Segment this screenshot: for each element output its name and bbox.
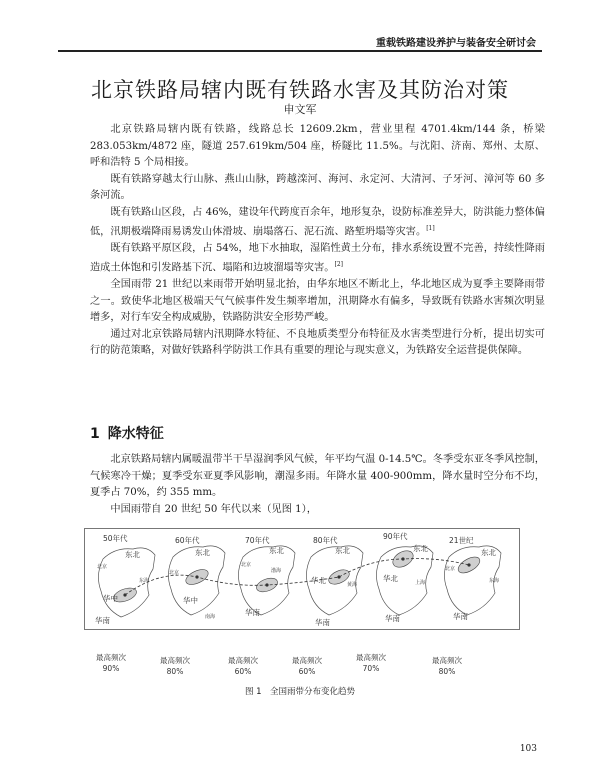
author-name: 申文军 bbox=[283, 103, 317, 116]
introduction bbox=[90, 122, 545, 360]
max-frequency-value: 60% bbox=[298, 667, 316, 676]
max-frequency-label: 最高频次 bbox=[228, 656, 258, 665]
header-rule bbox=[58, 50, 542, 52]
rain-belt-point bbox=[337, 575, 340, 578]
region-label: 北京 bbox=[445, 566, 456, 572]
paragraph: 中国雨带自 20 世纪 50 年代以来（见图 1）， bbox=[110, 503, 317, 515]
paragraph: 既有铁路穿越太行山脉、燕山山脉，跨越滦河、海河、永定河、大清河、子牙河、漳河等 60 多条河流。 bbox=[90, 173, 545, 201]
region-label: 东北 bbox=[481, 548, 496, 557]
paragraph bbox=[90, 205, 545, 241]
rain-belt-trend-line bbox=[125, 559, 469, 595]
max-frequency-value: 80% bbox=[166, 667, 184, 676]
region-label: 黄海 bbox=[347, 582, 358, 588]
region-label: 东北 bbox=[195, 548, 210, 557]
reference-marker[interactable]: [2] bbox=[334, 261, 343, 269]
decade-label: 80年代 bbox=[313, 536, 338, 545]
region-label: 华南 bbox=[245, 608, 260, 617]
max-frequency bbox=[292, 655, 322, 677]
region-label: 东北 bbox=[269, 546, 284, 555]
rain-belt-figure bbox=[84, 528, 520, 630]
rain-belt-point bbox=[467, 563, 470, 566]
paper-title: 北京铁路局辖内既有铁路水害及其防治对策 bbox=[91, 78, 509, 103]
max-frequency bbox=[228, 655, 258, 677]
rain-belt-point bbox=[123, 593, 126, 596]
decade-label: 70年代 bbox=[245, 536, 270, 545]
region-label: 华中 bbox=[103, 594, 118, 603]
max-frequency-label: 最高频次 bbox=[432, 656, 462, 665]
running-header: 重载铁路建设养护与装备安全研讨会 bbox=[376, 38, 536, 49]
section-heading bbox=[90, 423, 172, 443]
region-label: 北京 bbox=[169, 570, 180, 576]
max-frequency bbox=[432, 655, 462, 677]
section-number: 1 bbox=[90, 426, 100, 442]
page-number: 103 bbox=[519, 744, 537, 754]
max-frequency-value: 90% bbox=[102, 664, 120, 673]
paragraph: 北京铁路局辖内属暖温带半干旱湿润季风气候，年平均气温 0-14.5℃。冬季受东亚冬季风控制，气候寒冷干燥；夏季受东亚夏季风影响，潮湿多雨。年降水量 400-900mm，降水量时空分布不均，夏季占 70%，约 355 mm。 bbox=[90, 454, 545, 498]
max-frequency-label: 最高频次 bbox=[96, 653, 126, 662]
decade-label: 21世纪 bbox=[449, 536, 474, 545]
max-frequency bbox=[160, 655, 190, 677]
region-label: 南海 bbox=[205, 614, 216, 620]
max-frequency bbox=[96, 652, 126, 674]
region-label: 华南 bbox=[315, 618, 330, 627]
region-label: 东北 bbox=[125, 550, 140, 559]
decade-label: 50年代 bbox=[103, 534, 128, 543]
paragraph: 通过对北京铁路局辖内汛期降水特征、不良地质类型分布特征及水害类型进行分析，提出切实可行的防范策略，对做好铁路科学防洪工作具有重要的理论与现实意义，为铁路安全运营提供保障。 bbox=[90, 328, 545, 357]
region-label: 华北 bbox=[311, 576, 326, 585]
region-label: 华南 bbox=[385, 614, 400, 623]
reference-marker[interactable]: [1] bbox=[426, 225, 435, 232]
region-label: 北京 bbox=[97, 564, 108, 570]
paragraph bbox=[90, 241, 545, 277]
max-frequency-label: 最高频次 bbox=[292, 656, 322, 665]
region-label: 上海 bbox=[415, 580, 426, 586]
paragraph-text: 既有铁路平原区段，占 54%，地下水抽取，湿陷性黄土分布，排水系统设置不完善，持续性降雨造成土体饱和引发路基下沉、塌陷和边坡溜塌等灾害。 bbox=[90, 242, 545, 274]
paragraph: 全国雨带 21 世纪以来雨带开始明显北抬，由华东地区不断北上，华北地区成为夏季主要降雨带之一。致使华北地区极端天气气候事件发生频率增加，汛期降水有偏多，导致既有铁路水害频次明显增多，对行车安全构成威胁，铁路防洪安全形势严峻。 bbox=[90, 279, 545, 324]
region-label: 东海 bbox=[139, 578, 150, 584]
region-label: 渤海 bbox=[271, 568, 282, 574]
region-label: 华中 bbox=[183, 596, 198, 605]
paragraph-text: 既有铁路山区段，占 46%，建设年代跨度百余年，地形复杂，设防标准差异大，防洪能力整体偏低，汛期极端降雨易诱发山体滑坡、崩塌落石、泥石流、路堑坍塌等灾害。 bbox=[90, 206, 545, 238]
decade-label: 60年代 bbox=[175, 536, 200, 545]
decade-label: 90年代 bbox=[383, 532, 408, 541]
max-frequency-value: 80% bbox=[438, 667, 456, 676]
region-label: 北京 bbox=[241, 562, 252, 568]
region-label: 华南 bbox=[95, 616, 110, 625]
max-frequency bbox=[356, 652, 386, 674]
max-frequency-label: 最高频次 bbox=[160, 656, 190, 665]
max-frequency-value: 60% bbox=[234, 667, 252, 676]
region-label: 华北 bbox=[383, 574, 398, 583]
region-label: 东北 bbox=[335, 546, 350, 555]
figure-caption: 图 1 全国雨带分布变化趋势 bbox=[244, 687, 356, 697]
section-title: 降水特征 bbox=[107, 426, 164, 442]
paragraph: 北京铁路局辖内既有铁路，线路总长 12609.2km，营业里程 4701.4km/144 条，桥梁 283.053km/4872 座，隧道 257.619km/504 座，桥隧比 11.5%。与沈阳、济南、郑州、太原、呼和浩特 5 个局相接。 bbox=[90, 124, 545, 168]
region-label: 华南 bbox=[453, 612, 468, 621]
rain-belt-point bbox=[195, 575, 198, 578]
rain-belt-point bbox=[401, 557, 404, 560]
section-1-body bbox=[90, 452, 545, 518]
region-label: 东北 bbox=[413, 544, 428, 553]
rain-belt-point bbox=[265, 583, 268, 586]
max-frequency-label: 最高频次 bbox=[356, 653, 386, 662]
region-label: 东海 bbox=[489, 578, 500, 584]
max-frequency-value: 70% bbox=[362, 664, 380, 673]
